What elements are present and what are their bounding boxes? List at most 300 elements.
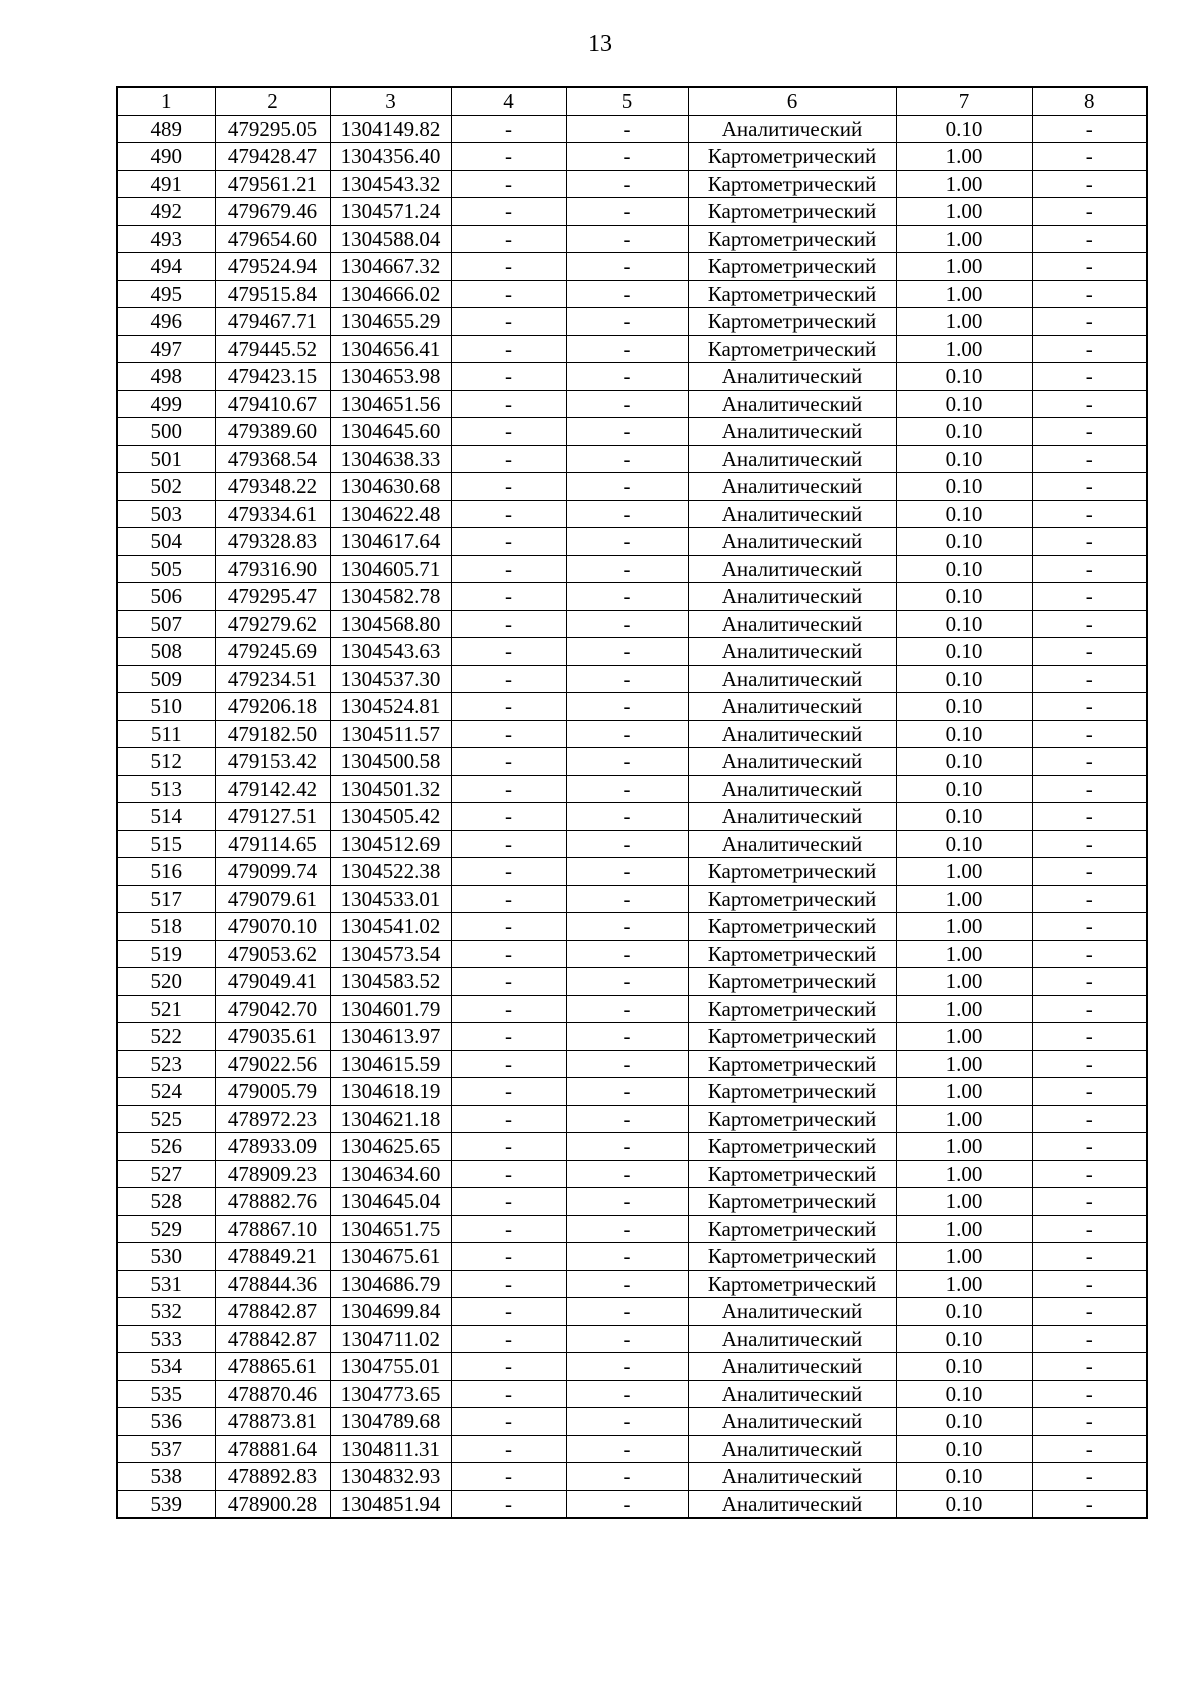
column-5-cell: - <box>566 610 688 638</box>
x-coordinate-cell: 478892.83 <box>215 1463 330 1491</box>
accuracy-cell: 0.10 <box>896 528 1032 556</box>
y-coordinate-cell: 1304666.02 <box>330 280 451 308</box>
column-4-cell: - <box>451 830 566 858</box>
column-4-cell: - <box>451 1298 566 1326</box>
table-header-row <box>117 87 1147 115</box>
method-cell: Картометрический <box>688 1188 896 1216</box>
column-number-header: 5 <box>566 87 688 115</box>
method-cell: Аналитический <box>688 1435 896 1463</box>
point-number-cell: 489 <box>117 115 215 143</box>
method-cell: Картометрический <box>688 1050 896 1078</box>
y-coordinate-cell: 1304686.79 <box>330 1270 451 1298</box>
column-5-cell: - <box>566 473 688 501</box>
point-number-cell: 526 <box>117 1133 215 1161</box>
y-coordinate-cell: 1304651.75 <box>330 1215 451 1243</box>
x-coordinate-cell: 479679.46 <box>215 198 330 226</box>
y-coordinate-cell: 1304711.02 <box>330 1325 451 1353</box>
column-8-cell: - <box>1032 1380 1147 1408</box>
x-coordinate-cell: 479127.51 <box>215 803 330 831</box>
column-8-cell: - <box>1032 1463 1147 1491</box>
y-coordinate-cell: 1304667.32 <box>330 253 451 281</box>
accuracy-cell: 1.00 <box>896 280 1032 308</box>
table-row <box>117 610 1147 638</box>
point-number-cell: 510 <box>117 693 215 721</box>
y-coordinate-cell: 1304675.61 <box>330 1243 451 1271</box>
point-number-cell: 503 <box>117 500 215 528</box>
x-coordinate-cell: 478900.28 <box>215 1490 330 1518</box>
point-number-cell: 505 <box>117 555 215 583</box>
y-coordinate-cell: 1304573.54 <box>330 940 451 968</box>
accuracy-cell: 0.10 <box>896 775 1032 803</box>
table-row <box>117 225 1147 253</box>
column-4-cell: - <box>451 1270 566 1298</box>
y-coordinate-cell: 1304832.93 <box>330 1463 451 1491</box>
method-cell: Картометрический <box>688 143 896 171</box>
accuracy-cell: 1.00 <box>896 1023 1032 1051</box>
table-row <box>117 1298 1147 1326</box>
point-number-cell: 500 <box>117 418 215 446</box>
point-number-cell: 516 <box>117 858 215 886</box>
y-coordinate-cell: 1304356.40 <box>330 143 451 171</box>
y-coordinate-cell: 1304533.01 <box>330 885 451 913</box>
column-4-cell: - <box>451 610 566 638</box>
table-row <box>117 720 1147 748</box>
method-cell: Аналитический <box>688 803 896 831</box>
table-row <box>117 1435 1147 1463</box>
x-coordinate-cell: 479410.67 <box>215 390 330 418</box>
y-coordinate-cell: 1304543.63 <box>330 638 451 666</box>
point-number-cell: 517 <box>117 885 215 913</box>
table-row <box>117 1023 1147 1051</box>
accuracy-cell: 1.00 <box>896 1188 1032 1216</box>
accuracy-cell: 0.10 <box>896 115 1032 143</box>
column-4-cell: - <box>451 1050 566 1078</box>
x-coordinate-cell: 479005.79 <box>215 1078 330 1106</box>
column-5-cell: - <box>566 1408 688 1436</box>
column-5-cell: - <box>566 968 688 996</box>
table-row <box>117 1243 1147 1271</box>
column-4-cell: - <box>451 1023 566 1051</box>
column-8-cell: - <box>1032 1408 1147 1436</box>
point-number-cell: 498 <box>117 363 215 391</box>
column-8-cell: - <box>1032 748 1147 776</box>
y-coordinate-cell: 1304653.98 <box>330 363 451 391</box>
column-5-cell: - <box>566 748 688 776</box>
x-coordinate-cell: 479654.60 <box>215 225 330 253</box>
column-8-cell: - <box>1032 1023 1147 1051</box>
x-coordinate-cell: 478842.87 <box>215 1325 330 1353</box>
point-number-cell: 490 <box>117 143 215 171</box>
point-number-cell: 537 <box>117 1435 215 1463</box>
column-4-cell: - <box>451 1105 566 1133</box>
accuracy-cell: 0.10 <box>896 693 1032 721</box>
y-coordinate-cell: 1304605.71 <box>330 555 451 583</box>
y-coordinate-cell: 1304645.60 <box>330 418 451 446</box>
column-4-cell: - <box>451 280 566 308</box>
y-coordinate-cell: 1304149.82 <box>330 115 451 143</box>
accuracy-cell: 1.00 <box>896 308 1032 336</box>
column-5-cell: - <box>566 583 688 611</box>
table-row <box>117 1215 1147 1243</box>
y-coordinate-cell: 1304537.30 <box>330 665 451 693</box>
column-5-cell: - <box>566 1353 688 1381</box>
column-8-cell: - <box>1032 638 1147 666</box>
column-4-cell: - <box>451 115 566 143</box>
accuracy-cell: 0.10 <box>896 1325 1032 1353</box>
y-coordinate-cell: 1304634.60 <box>330 1160 451 1188</box>
point-number-cell: 531 <box>117 1270 215 1298</box>
accuracy-cell: 0.10 <box>896 1380 1032 1408</box>
column-8-cell: - <box>1032 1188 1147 1216</box>
y-coordinate-cell: 1304588.04 <box>330 225 451 253</box>
table-row <box>117 1133 1147 1161</box>
point-number-cell: 501 <box>117 445 215 473</box>
point-number-cell: 536 <box>117 1408 215 1436</box>
x-coordinate-cell: 478882.76 <box>215 1188 330 1216</box>
y-coordinate-cell: 1304582.78 <box>330 583 451 611</box>
method-cell: Картометрический <box>688 1078 896 1106</box>
column-4-cell: - <box>451 1408 566 1436</box>
column-4-cell: - <box>451 803 566 831</box>
column-8-cell: - <box>1032 335 1147 363</box>
column-4-cell: - <box>451 995 566 1023</box>
column-4-cell: - <box>451 418 566 446</box>
table-row <box>117 1353 1147 1381</box>
table-row <box>117 665 1147 693</box>
accuracy-cell: 1.00 <box>896 940 1032 968</box>
x-coordinate-cell: 479035.61 <box>215 1023 330 1051</box>
accuracy-cell: 0.10 <box>896 418 1032 446</box>
point-number-cell: 524 <box>117 1078 215 1106</box>
column-4-cell: - <box>451 390 566 418</box>
point-number-cell: 493 <box>117 225 215 253</box>
column-8-cell: - <box>1032 390 1147 418</box>
y-coordinate-cell: 1304541.02 <box>330 913 451 941</box>
column-5-cell: - <box>566 1105 688 1133</box>
x-coordinate-cell: 479153.42 <box>215 748 330 776</box>
table-row <box>117 115 1147 143</box>
column-8-cell: - <box>1032 858 1147 886</box>
column-5-cell: - <box>566 363 688 391</box>
x-coordinate-cell: 479295.47 <box>215 583 330 611</box>
table-row <box>117 995 1147 1023</box>
column-5-cell: - <box>566 885 688 913</box>
column-5-cell: - <box>566 1078 688 1106</box>
x-coordinate-cell: 478972.23 <box>215 1105 330 1133</box>
method-cell: Аналитический <box>688 693 896 721</box>
method-cell: Картометрический <box>688 308 896 336</box>
method-cell: Аналитический <box>688 473 896 501</box>
column-5-cell: - <box>566 995 688 1023</box>
method-cell: Аналитический <box>688 1298 896 1326</box>
y-coordinate-cell: 1304571.24 <box>330 198 451 226</box>
x-coordinate-cell: 479334.61 <box>215 500 330 528</box>
column-8-cell: - <box>1032 665 1147 693</box>
accuracy-cell: 1.00 <box>896 1105 1032 1133</box>
x-coordinate-cell: 479348.22 <box>215 473 330 501</box>
x-coordinate-cell: 478865.61 <box>215 1353 330 1381</box>
column-4-cell: - <box>451 693 566 721</box>
column-4-cell: - <box>451 1325 566 1353</box>
point-number-cell: 506 <box>117 583 215 611</box>
page-number: 13 <box>588 31 612 57</box>
accuracy-cell: 1.00 <box>896 170 1032 198</box>
column-5-cell: - <box>566 1215 688 1243</box>
x-coordinate-cell: 479328.83 <box>215 528 330 556</box>
accuracy-cell: 0.10 <box>896 638 1032 666</box>
column-8-cell: - <box>1032 170 1147 198</box>
accuracy-cell: 0.10 <box>896 555 1032 583</box>
point-number-cell: 504 <box>117 528 215 556</box>
method-cell: Картометрический <box>688 995 896 1023</box>
point-number-cell: 525 <box>117 1105 215 1133</box>
method-cell: Аналитический <box>688 583 896 611</box>
y-coordinate-cell: 1304655.29 <box>330 308 451 336</box>
y-coordinate-cell: 1304543.32 <box>330 170 451 198</box>
accuracy-cell: 0.10 <box>896 1353 1032 1381</box>
point-number-cell: 515 <box>117 830 215 858</box>
column-4-cell: - <box>451 1188 566 1216</box>
column-8-cell: - <box>1032 445 1147 473</box>
method-cell: Картометрический <box>688 1215 896 1243</box>
point-number-cell: 513 <box>117 775 215 803</box>
accuracy-cell: 0.10 <box>896 445 1032 473</box>
method-cell: Аналитический <box>688 720 896 748</box>
table-row <box>117 940 1147 968</box>
x-coordinate-cell: 479445.52 <box>215 335 330 363</box>
column-8-cell: - <box>1032 253 1147 281</box>
method-cell: Аналитический <box>688 610 896 638</box>
column-5-cell: - <box>566 1380 688 1408</box>
table-row <box>117 1325 1147 1353</box>
column-4-cell: - <box>451 665 566 693</box>
method-cell: Аналитический <box>688 115 896 143</box>
method-cell: Аналитический <box>688 1380 896 1408</box>
column-5-cell: - <box>566 1023 688 1051</box>
x-coordinate-cell: 479142.42 <box>215 775 330 803</box>
accuracy-cell: 0.10 <box>896 720 1032 748</box>
column-4-cell: - <box>451 528 566 556</box>
table-row <box>117 638 1147 666</box>
method-cell: Аналитический <box>688 555 896 583</box>
column-8-cell: - <box>1032 1243 1147 1271</box>
column-8-cell: - <box>1032 528 1147 556</box>
y-coordinate-cell: 1304500.58 <box>330 748 451 776</box>
y-coordinate-cell: 1304621.18 <box>330 1105 451 1133</box>
method-cell: Аналитический <box>688 363 896 391</box>
table-row <box>117 1078 1147 1106</box>
accuracy-cell: 1.00 <box>896 253 1032 281</box>
x-coordinate-cell: 479234.51 <box>215 665 330 693</box>
column-8-cell: - <box>1032 555 1147 583</box>
point-number-cell: 514 <box>117 803 215 831</box>
x-coordinate-cell: 478909.23 <box>215 1160 330 1188</box>
column-5-cell: - <box>566 693 688 721</box>
x-coordinate-cell: 478842.87 <box>215 1298 330 1326</box>
table-row <box>117 748 1147 776</box>
y-coordinate-cell: 1304501.32 <box>330 775 451 803</box>
column-8-cell: - <box>1032 995 1147 1023</box>
y-coordinate-cell: 1304851.94 <box>330 1490 451 1518</box>
column-5-cell: - <box>566 143 688 171</box>
column-8-cell: - <box>1032 968 1147 996</box>
table-row <box>117 308 1147 336</box>
y-coordinate-cell: 1304630.68 <box>330 473 451 501</box>
table-row <box>117 170 1147 198</box>
y-coordinate-cell: 1304651.56 <box>330 390 451 418</box>
column-5-cell: - <box>566 1435 688 1463</box>
column-number-header: 2 <box>215 87 330 115</box>
accuracy-cell: 1.00 <box>896 1243 1032 1271</box>
point-number-cell: 509 <box>117 665 215 693</box>
method-cell: Аналитический <box>688 500 896 528</box>
column-5-cell: - <box>566 858 688 886</box>
column-8-cell: - <box>1032 225 1147 253</box>
accuracy-cell: 0.10 <box>896 500 1032 528</box>
x-coordinate-cell: 478873.81 <box>215 1408 330 1436</box>
column-4-cell: - <box>451 198 566 226</box>
method-cell: Аналитический <box>688 638 896 666</box>
method-cell: Картометрический <box>688 940 896 968</box>
point-number-cell: 507 <box>117 610 215 638</box>
y-coordinate-cell: 1304755.01 <box>330 1353 451 1381</box>
column-5-cell: - <box>566 500 688 528</box>
method-cell: Аналитический <box>688 748 896 776</box>
method-cell: Аналитический <box>688 775 896 803</box>
column-5-cell: - <box>566 390 688 418</box>
y-coordinate-cell: 1304699.84 <box>330 1298 451 1326</box>
column-8-cell: - <box>1032 363 1147 391</box>
y-coordinate-cell: 1304601.79 <box>330 995 451 1023</box>
y-coordinate-cell: 1304522.38 <box>330 858 451 886</box>
table-row <box>117 1270 1147 1298</box>
accuracy-cell: 0.10 <box>896 830 1032 858</box>
y-coordinate-cell: 1304656.41 <box>330 335 451 363</box>
accuracy-cell: 0.10 <box>896 1463 1032 1491</box>
x-coordinate-cell: 479114.65 <box>215 830 330 858</box>
method-cell: Аналитический <box>688 528 896 556</box>
column-4-cell: - <box>451 1078 566 1106</box>
method-cell: Аналитический <box>688 1408 896 1436</box>
column-4-cell: - <box>451 913 566 941</box>
accuracy-cell: 0.10 <box>896 1298 1032 1326</box>
column-4-cell: - <box>451 1380 566 1408</box>
point-number-cell: 528 <box>117 1188 215 1216</box>
x-coordinate-cell: 479022.56 <box>215 1050 330 1078</box>
accuracy-cell: 1.00 <box>896 858 1032 886</box>
column-8-cell: - <box>1032 940 1147 968</box>
table-row <box>117 1408 1147 1436</box>
column-number-header: 8 <box>1032 87 1147 115</box>
table-row <box>117 445 1147 473</box>
table-row <box>117 1188 1147 1216</box>
method-cell: Картометрический <box>688 170 896 198</box>
table-row <box>117 1490 1147 1518</box>
table-row <box>117 143 1147 171</box>
y-coordinate-cell: 1304811.31 <box>330 1435 451 1463</box>
x-coordinate-cell: 478844.36 <box>215 1270 330 1298</box>
column-4-cell: - <box>451 885 566 913</box>
method-cell: Аналитический <box>688 1325 896 1353</box>
column-5-cell: - <box>566 1243 688 1271</box>
y-coordinate-cell: 1304568.80 <box>330 610 451 638</box>
column-4-cell: - <box>451 500 566 528</box>
column-8-cell: - <box>1032 803 1147 831</box>
table-row <box>117 418 1147 446</box>
column-4-cell: - <box>451 720 566 748</box>
accuracy-cell: 1.00 <box>896 335 1032 363</box>
column-8-cell: - <box>1032 1078 1147 1106</box>
table-row <box>117 583 1147 611</box>
column-5-cell: - <box>566 335 688 363</box>
x-coordinate-cell: 479206.18 <box>215 693 330 721</box>
x-coordinate-cell: 479467.71 <box>215 308 330 336</box>
y-coordinate-cell: 1304613.97 <box>330 1023 451 1051</box>
column-8-cell: - <box>1032 1298 1147 1326</box>
point-number-cell: 518 <box>117 913 215 941</box>
x-coordinate-cell: 479561.21 <box>215 170 330 198</box>
column-5-cell: - <box>566 720 688 748</box>
column-5-cell: - <box>566 1050 688 1078</box>
method-cell: Аналитический <box>688 1463 896 1491</box>
accuracy-cell: 1.00 <box>896 1160 1032 1188</box>
x-coordinate-cell: 479295.05 <box>215 115 330 143</box>
column-5-cell: - <box>566 803 688 831</box>
accuracy-cell: 0.10 <box>896 583 1032 611</box>
point-number-cell: 519 <box>117 940 215 968</box>
table-row <box>117 528 1147 556</box>
point-number-cell: 522 <box>117 1023 215 1051</box>
column-number-header: 6 <box>688 87 896 115</box>
column-8-cell: - <box>1032 418 1147 446</box>
method-cell: Картометрический <box>688 1023 896 1051</box>
column-8-cell: - <box>1032 1325 1147 1353</box>
accuracy-cell: 1.00 <box>896 198 1032 226</box>
column-8-cell: - <box>1032 500 1147 528</box>
accuracy-cell: 1.00 <box>896 885 1032 913</box>
column-8-cell: - <box>1032 775 1147 803</box>
method-cell: Аналитический <box>688 1490 896 1518</box>
column-4-cell: - <box>451 748 566 776</box>
column-4-cell: - <box>451 858 566 886</box>
method-cell: Аналитический <box>688 665 896 693</box>
column-8-cell: - <box>1032 1270 1147 1298</box>
table-row <box>117 198 1147 226</box>
table-row <box>117 473 1147 501</box>
point-number-cell: 529 <box>117 1215 215 1243</box>
table-row <box>117 885 1147 913</box>
column-5-cell: - <box>566 445 688 473</box>
x-coordinate-cell: 478881.64 <box>215 1435 330 1463</box>
column-5-cell: - <box>566 665 688 693</box>
column-5-cell: - <box>566 555 688 583</box>
x-coordinate-cell: 479079.61 <box>215 885 330 913</box>
y-coordinate-cell: 1304773.65 <box>330 1380 451 1408</box>
accuracy-cell: 1.00 <box>896 1270 1032 1298</box>
accuracy-cell: 0.10 <box>896 665 1032 693</box>
table-body <box>117 87 1147 1518</box>
x-coordinate-cell: 479049.41 <box>215 968 330 996</box>
table-row <box>117 500 1147 528</box>
method-cell: Картометрический <box>688 1270 896 1298</box>
accuracy-cell: 1.00 <box>896 225 1032 253</box>
column-4-cell: - <box>451 445 566 473</box>
column-4-cell: - <box>451 1490 566 1518</box>
x-coordinate-cell: 479389.60 <box>215 418 330 446</box>
column-8-cell: - <box>1032 143 1147 171</box>
column-4-cell: - <box>451 363 566 391</box>
column-8-cell: - <box>1032 1435 1147 1463</box>
